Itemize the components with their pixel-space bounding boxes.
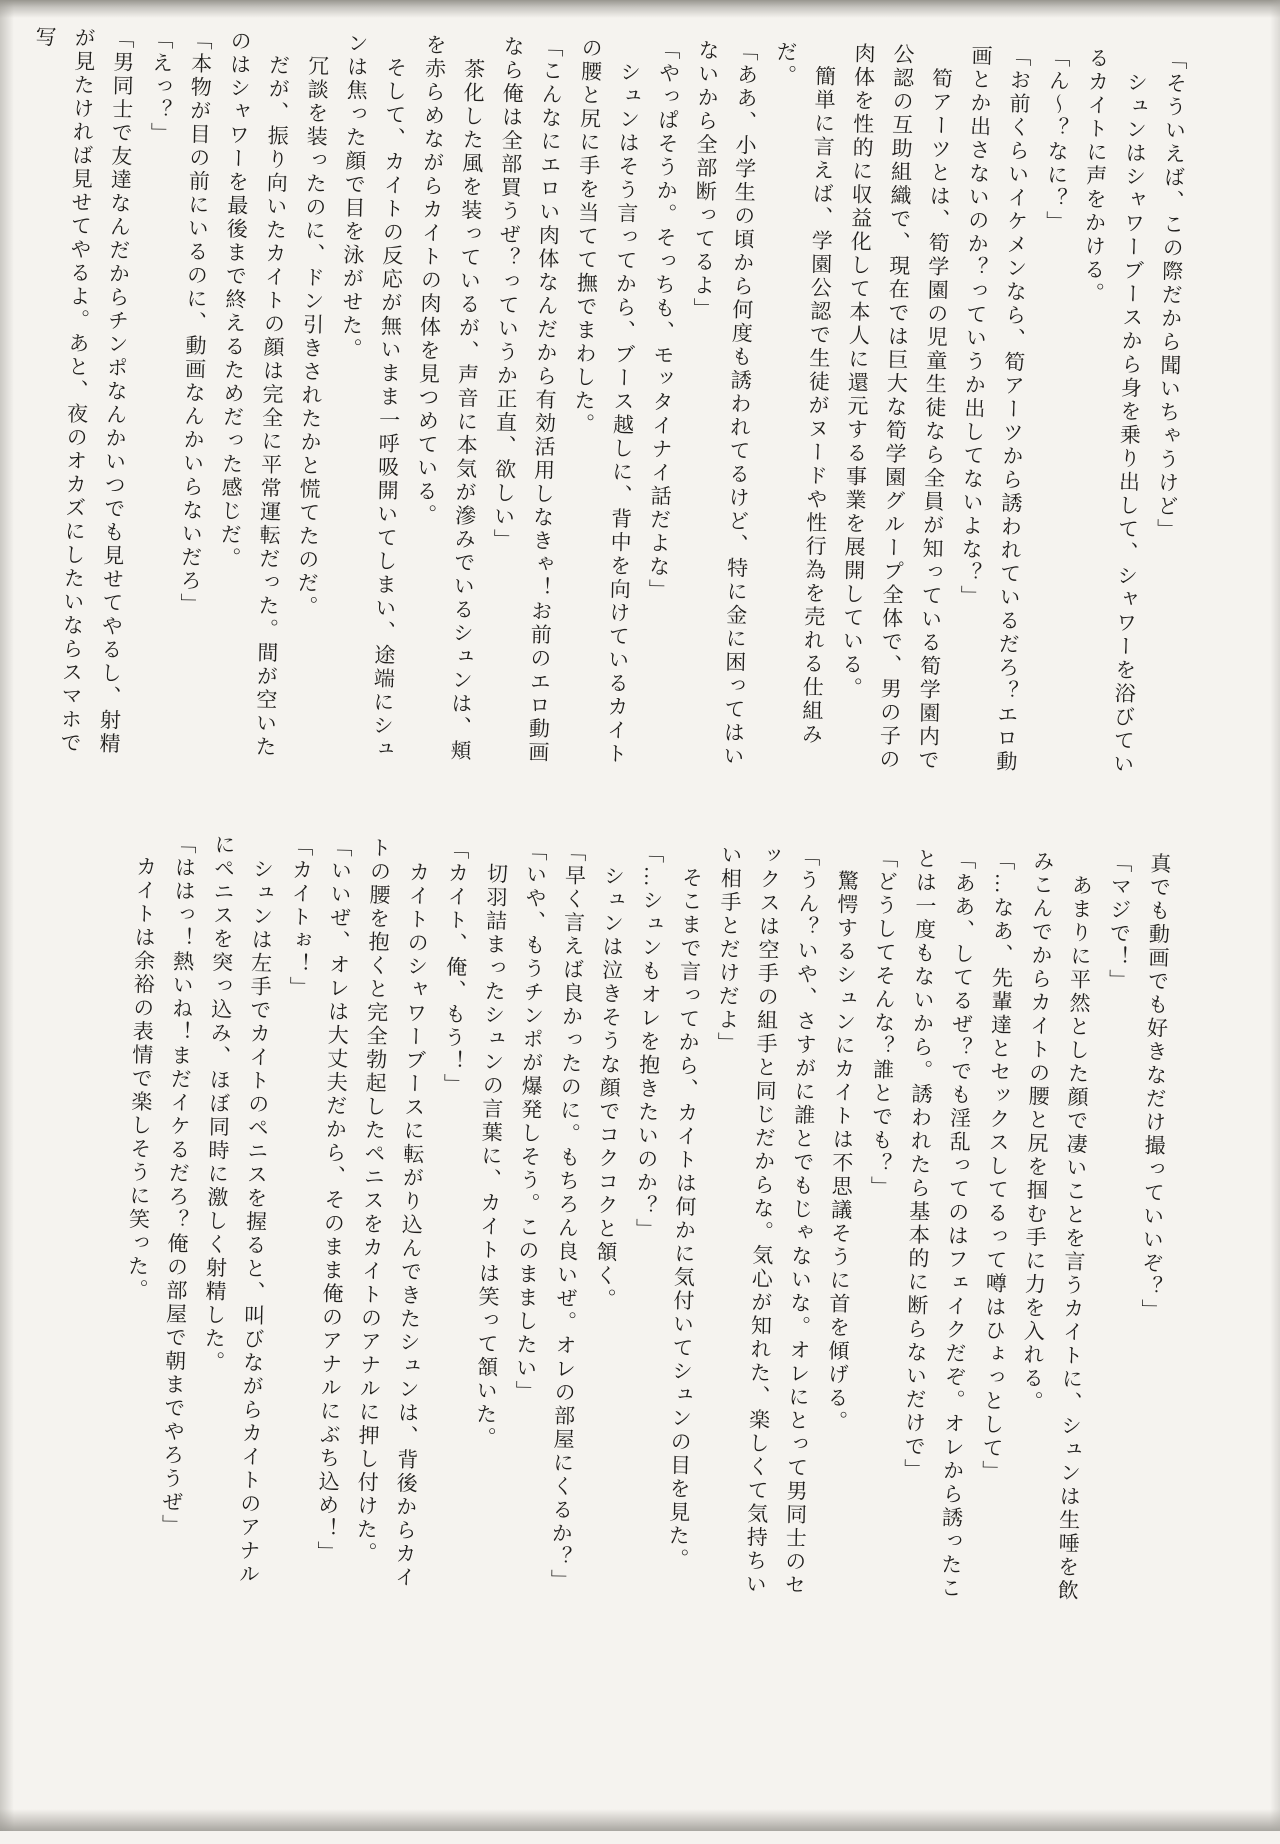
text-line: 「マジで！」 xyxy=(1106,851,1134,993)
text-line: 「やっぱそうか。そっちも、モッタイナイ話だよな」 xyxy=(645,38,682,603)
text-line: カイトのシャワーブースに転がり込んできたシュンは、背後からカイトの腰を抱くと完全勃起したペニスをカイトのアナルに押し付けた。 xyxy=(353,836,432,1590)
text-line: 「…なあ、先輩達とセックスしてるって噂はひょっとして」 xyxy=(979,849,1017,1484)
text-line: 「いいぜ、オレは大丈夫だから、そのまま俺のアナルにぶち込め！」 xyxy=(314,835,354,1565)
text-line: シュンはシャワーブースから身を乗り出して、シャワーを浴びているカイトに声をかける。 xyxy=(1081,46,1150,777)
text-line: 「こんなにエロい肉体なんだから有効活用しなきゃ！お前のエロ動画なら俺は全部買うぜ？っていうか正直、欲しい」 xyxy=(490,35,565,765)
text-line: シュンは左手でカイトのペニスを握ると、叫びながらカイトのアナルにペニスを突っ込み、ほぼ同時に激しく射精した。 xyxy=(201,833,276,1587)
text-line: 「ははっ！熱いね！まだイケるだろ？俺の部屋で朝までやろうぜ」 xyxy=(159,832,198,1538)
text-line: 「うん？いや、さすがに誰とでもじゃないな。オレにとって男同士のセックスは空手の組手と同じだからな。気心が知れた、楽しくて気持ちいい相手とだけだよ」 xyxy=(714,843,822,1598)
text-line: 「カイト、俺、もう！」 xyxy=(441,838,471,1098)
text-line: 「早く言えば良かったのに。もちろん良いぜ。オレの部屋にくるか？」 xyxy=(548,840,588,1593)
text-line: 「お前くらいイケメンなら、筍アーツから誘われているだろ？エロ動画とか出さないのか？っていうか出してないよな？」 xyxy=(957,44,1033,775)
text-line: 真でも動画でも好きなだけ撮っていいぞ？」 xyxy=(1138,852,1173,1323)
text-line: あまりに平然とした顔で凄いことを言うカイトに、シュンは生唾を飲みこんでからカイトの腰と尻を掴む手に力を入れる。 xyxy=(1019,849,1095,1603)
text-line: 「カイトぉ！」 xyxy=(286,834,315,1000)
text-line: 簡単に言えば、学園公認で生徒がヌードや性行為を売れる仕組みだ。 xyxy=(773,40,838,747)
text-line: 「男同士で友達なんだからチンポなんかいつでも見せてやるし、射精が見たければ見せてやるよ。あと、夜のオカズにしたいならスマホで写 xyxy=(32,25,136,757)
text-line: シュンはそう言ってから、ブース越しに、背中を向けているカイトの腰と尻に手を当てて撫でまわした。 xyxy=(571,36,643,767)
text-line: 驚愕するシュンにカイトは不思議そうに首を傾げる。 xyxy=(824,845,861,1434)
text-line: そこまで言ってから、カイトは何かに気付いてシュンの目を見た。 xyxy=(665,842,705,1572)
text-line: 「ああ、してるぜ？でも淫乱ってのはフェイクだぞ。オレから誘ったことは一度もないから。誘われたら基本的に断らないだけで」 xyxy=(901,847,978,1601)
text-line: シュンは泣きそうな顔でコクコクと頷く。 xyxy=(592,841,627,1312)
text-line: 「本物が目の前にいるのに、動画なんかいらないだろ」 xyxy=(177,28,214,617)
text-line: 切羽詰まったシュンの言葉に、カイトは笑って頷いた。 xyxy=(472,838,510,1451)
text-line: 「ああ、小学生の頃から何度も誘われてるけど、特に金に困ってはいないから全部断ってるよ」 xyxy=(690,38,760,769)
text-line: 筍アーツとは、筍学園の児童生徒なら全員が知っている筍学園内で公認の互助組織で、現在では巨大な筍学園グループ全体で、男の子の肉体を性的に収益化して本人に還元する事業を展開している。 xyxy=(839,42,955,773)
text-line: 「えっ？」 xyxy=(148,27,175,146)
text-line: だが、振り向いたカイトの顔は完全に平常運転だった。間が空いたのはシャワーを最後まで終えるためだった感じだ。 xyxy=(217,29,292,760)
text-line: 「ん～？なに？」 xyxy=(1043,46,1072,235)
text-line: 「そういえば、この際だから聞いちゃうけど」 xyxy=(1154,48,1189,543)
text-line: そして、カイトの反応が無いまま一呼吸開いてしまい、途端にシュンは焦った顔で目を泳がせた。 xyxy=(338,31,409,762)
novel-text-bottom-block xyxy=(111,832,1179,1605)
text-line: 「どうしてそんな？誰とでも？」 xyxy=(868,846,900,1200)
text-line: カイトは余裕の表情で楽しそうに笑った。 xyxy=(124,831,159,1303)
text-line: 茶化した風を装っているが、声音に本気が滲みでいるシュンは、頬を赤らめながらカイトの肉体を見つめている。 xyxy=(413,33,487,764)
text-line: 冗談を装ったのに、ドン引きされたかと慌てたのだ。 xyxy=(294,31,331,619)
text-line: 「いや、もうチンポが爆発しそう。このまましたい」 xyxy=(512,839,549,1405)
text-line: 「…シュンもオレを抱きたいのか？」 xyxy=(633,842,666,1242)
novel-text-top-block xyxy=(10,25,1195,796)
